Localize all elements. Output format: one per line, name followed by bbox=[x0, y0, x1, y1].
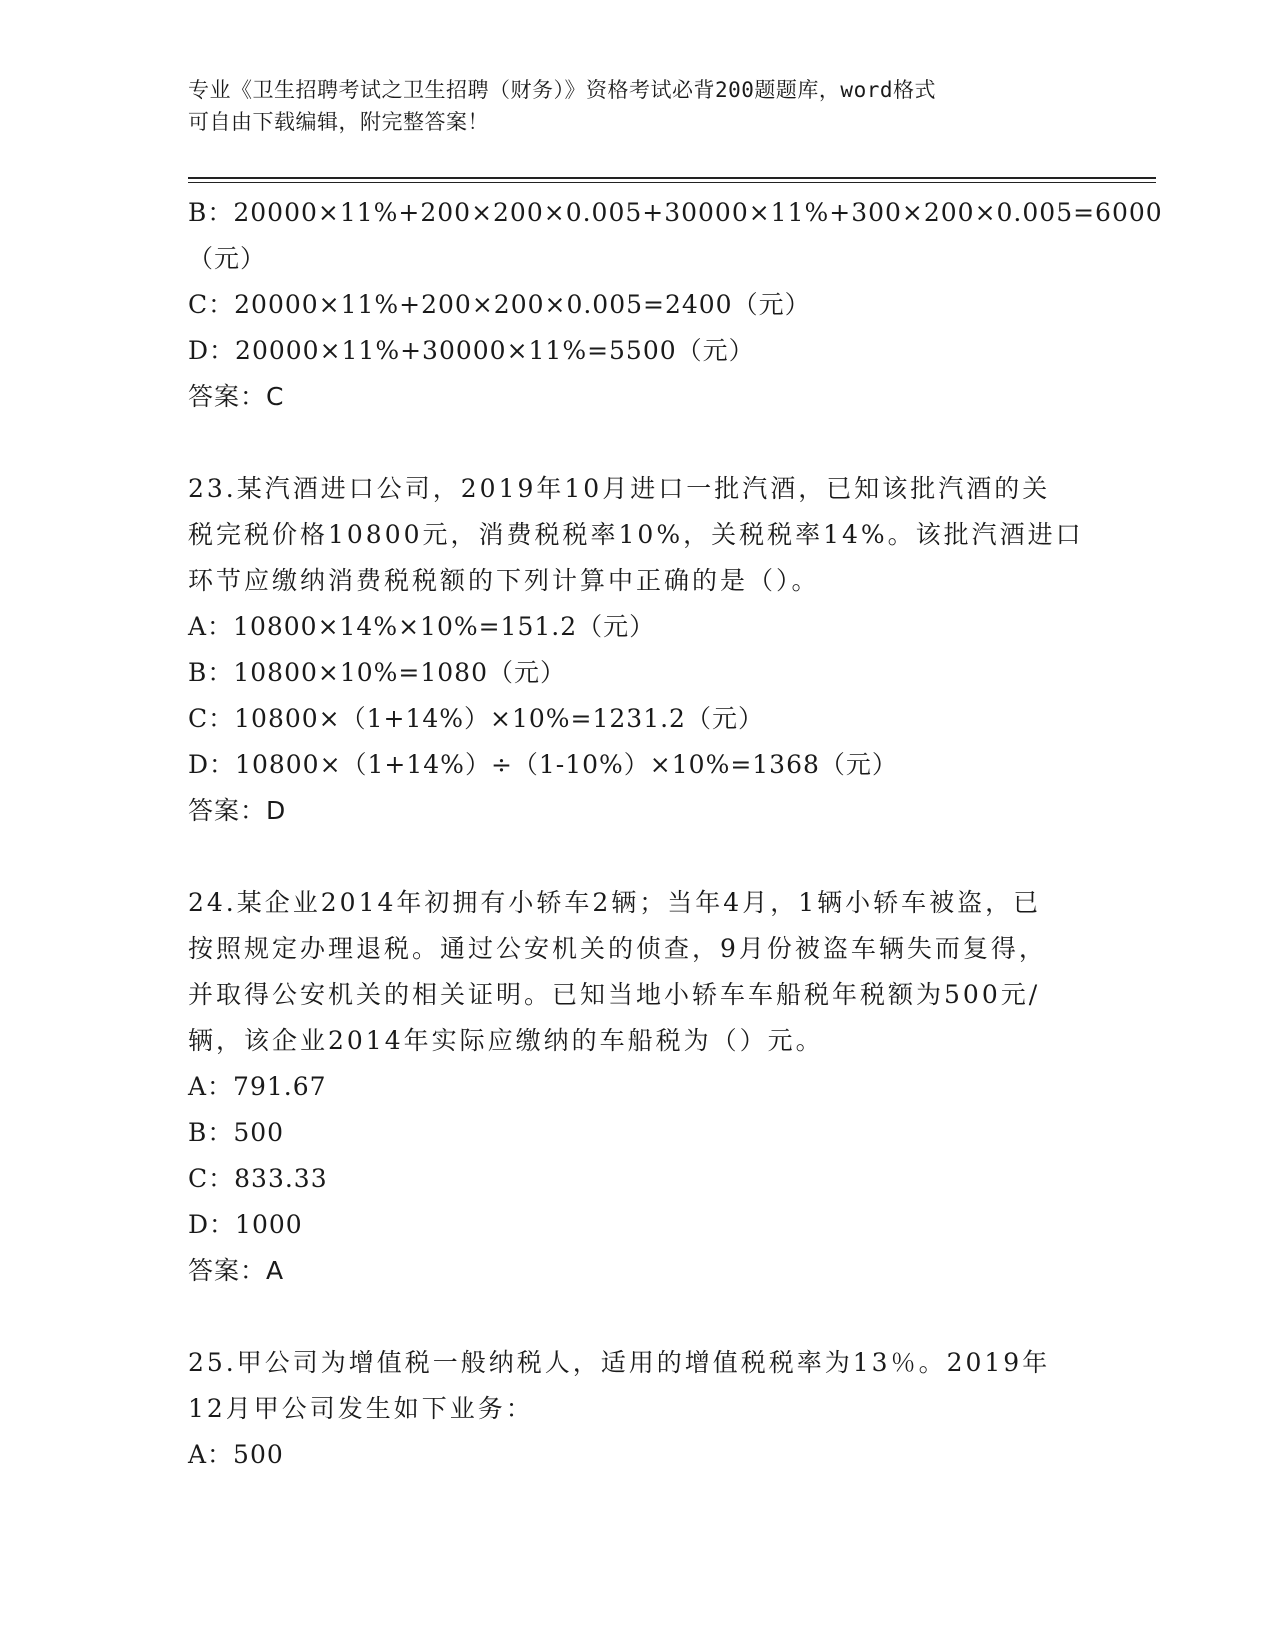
answer-line: 答案：D bbox=[188, 796, 287, 825]
question-stem-line: 税完税价格10800元，消费税税率10%，关税税率14%。该批汽酒进口 bbox=[188, 520, 1084, 549]
question-content bbox=[188, 190, 1163, 1478]
option-d: D：20000×11%+30000×11%=5500（元） bbox=[188, 336, 755, 365]
option-c: C：833.33 bbox=[188, 1164, 328, 1193]
header-title-line-2: 可自由下载编辑，附完整答案！ bbox=[188, 110, 489, 134]
option-a: A：500 bbox=[188, 1440, 284, 1469]
question-22-tail bbox=[188, 190, 1163, 420]
question-23 bbox=[188, 466, 1088, 834]
question-stem-line: 环节应缴纳消费税税额的下列计算中正确的是（）。 bbox=[188, 566, 820, 595]
answer-line: 答案：A bbox=[188, 1256, 285, 1285]
document-header bbox=[188, 74, 1088, 138]
question-stem-line: 按照规定办理退税。通过公安机关的侦查，9月份被盗车辆失而复得， bbox=[188, 934, 1047, 963]
question-stem-line: 23.某汽酒进口公司，2019年10月进口一批汽酒，已知该批汽酒的关 bbox=[188, 474, 1051, 503]
header-title-line-1: 专业《卫生招聘考试之卫生招聘（财务）》资格考试必背200题题库，word格式 bbox=[188, 78, 936, 102]
answer-line: 答案：C bbox=[188, 382, 285, 411]
option-a: A：791.67 bbox=[188, 1072, 327, 1101]
spacer bbox=[188, 420, 1088, 466]
spacer bbox=[188, 834, 1088, 880]
option-b: B：500 bbox=[188, 1118, 285, 1147]
question-24 bbox=[188, 880, 1088, 1294]
header-divider-thin bbox=[188, 182, 1156, 183]
question-stem-line: 24.某企业2014年初拥有小轿车2辆；当年4月，1辆小轿车被盗，已 bbox=[188, 888, 1042, 917]
option-b: B：20000×11%+200×200×0.005+30000×11%+300×200×0.005=6000 bbox=[188, 198, 1163, 227]
option-b: B：10800×10%=1080（元） bbox=[188, 658, 566, 687]
option-d: D：10800×（1+14%）÷（1-10%）×10%=1368（元） bbox=[188, 750, 898, 779]
option-c: C：20000×11%+200×200×0.005=2400（元） bbox=[188, 290, 811, 319]
option-b-continued: （元） bbox=[188, 244, 267, 273]
header-divider-thick bbox=[188, 177, 1156, 179]
option-d: D：1000 bbox=[188, 1210, 303, 1239]
option-c: C：10800×（1+14%）×10%=1231.2（元） bbox=[188, 704, 764, 733]
question-stem-line: 辆，该企业2014年实际应缴纳的车船税为（）元。 bbox=[188, 1026, 824, 1055]
spacer bbox=[188, 1294, 1088, 1340]
question-stem-line: 12月甲公司发生如下业务： bbox=[188, 1394, 534, 1423]
question-stem-line: 25.甲公司为增值税一般纳税人，适用的增值税税率为13％。2019年 bbox=[188, 1348, 1051, 1377]
question-stem-line: 并取得公安机关的相关证明。已知当地小轿车车船税年税额为500元/ bbox=[188, 980, 1041, 1009]
option-a: A：10800×14%×10%=151.2（元） bbox=[188, 612, 656, 641]
question-25 bbox=[188, 1340, 1088, 1478]
